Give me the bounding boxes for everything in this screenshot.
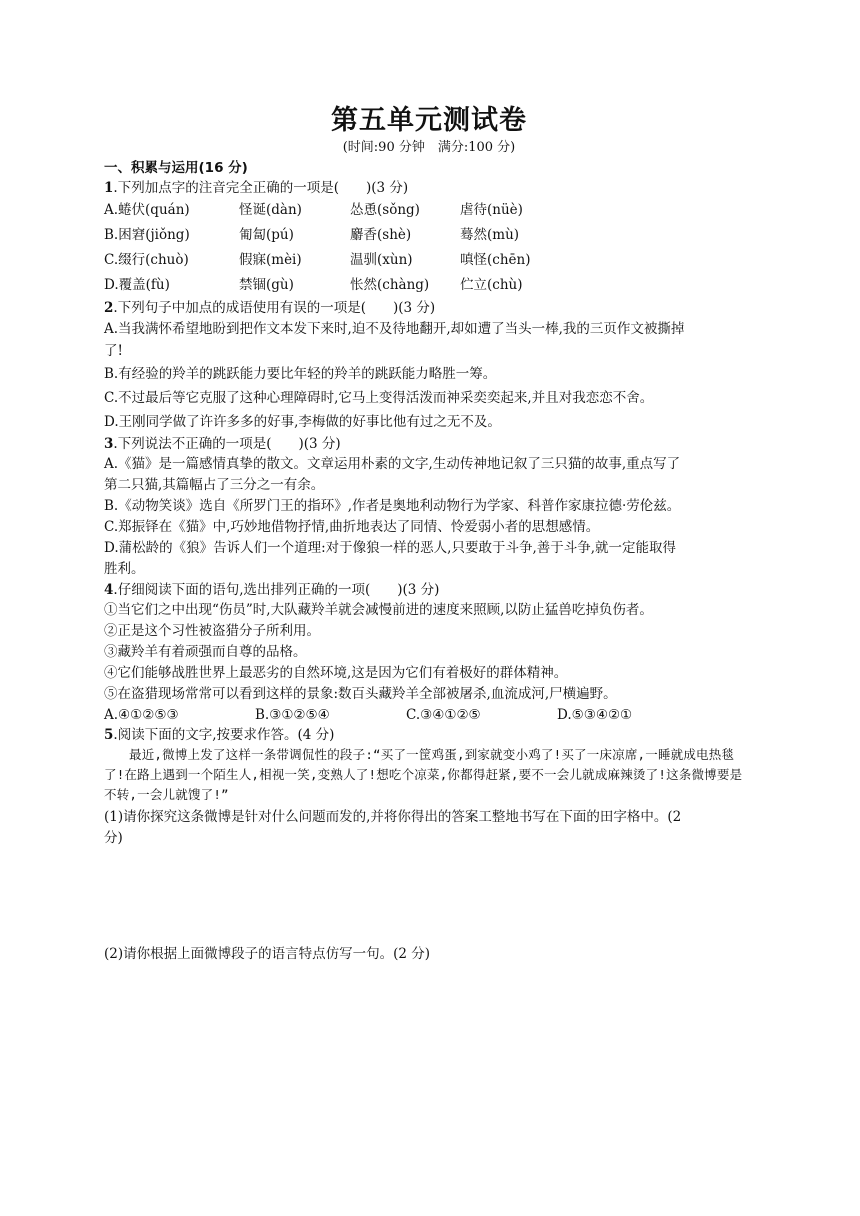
option-item: 虐待(nüè) — [460, 202, 523, 218]
question-text: .下列句子中加点的成语使用有误的一项是( )(3 分) — [113, 300, 436, 316]
option-item: B.困窘(jiǒng) — [104, 227, 190, 243]
question-number: 4 — [104, 582, 114, 598]
option-item: 禁锢(gù) — [239, 277, 294, 293]
option-item: 麝香(shè) — [350, 227, 412, 243]
sentence-4: ④它们能够战胜世界上最恶劣的自然环境,这是因为它们有着极好的群体精神。 — [104, 665, 568, 681]
answer-option-d: D.⑤③④②① — [557, 707, 633, 723]
option-row-a — [104, 198, 754, 223]
weibo-quote: 最近,微博上发了这样一条带调侃性的段子:“买了一筐鸡蛋,到家就变小鸡了!买了一床凉席,一睡就成电热毯了!在路上遇到一个陌生人,相视一笑,变熟人了!想吃个凉菜,你都得赶紧,要不一会儿就成麻辣烫了!这条微博要是不转,一会儿就馊了!” — [104, 747, 743, 802]
question-4-stem — [104, 580, 754, 600]
option-row-c — [104, 248, 754, 273]
option-row-b — [104, 223, 754, 248]
option-item: D.覆盖(fù) — [104, 277, 170, 293]
option-item: 伫立(chù) — [460, 277, 523, 293]
option-item: 怅然(chàng) — [350, 277, 430, 293]
question-text: .阅读下面的文字,按要求作答。(4 分) — [113, 727, 335, 743]
sub-question-1-cont: 分) — [104, 830, 123, 846]
sentence-5: ⑤在盗猎现场常常可以看到这样的景象:数百头藏羚羊全部被屠杀,血流成河,尸横遍野。 — [104, 686, 617, 702]
question-number: 2 — [104, 300, 114, 316]
section-heading: 一、积累与运用(16 分) — [104, 160, 248, 176]
question-text: .仔细阅读下面的语句,选出排列正确的一项( )(3 分) — [113, 582, 440, 598]
option-a-cont: 了! — [104, 343, 123, 359]
option-d: D.蒲松龄的《狼》告诉人们一个道理:对于像狼一样的恶人,只要敢于斗争,善于斗争,就一定能取得 — [104, 540, 677, 556]
option-row-d — [104, 273, 754, 298]
option-c: C.郑振铎在《猫》中,巧妙地借物抒情,曲折地表达了同情、怜爱弱小者的思想感情。 — [104, 519, 600, 535]
option-c: C.不过最后等它克服了这种心理障碍时,它马上变得活泼而神采奕奕起来,并且对我恋恋不舍。 — [104, 390, 654, 406]
sentence-2: ②正是这个习性被盗猎分子所利用。 — [104, 623, 320, 639]
sentence-1: ①当它们之中出现“伤员”时,大队藏羚羊就会减慢前进的速度来照顾,以防止猛兽吃掉负伤者。 — [104, 602, 653, 618]
question-1-stem — [104, 178, 754, 198]
option-item: 蓦然(mù) — [460, 227, 520, 243]
question-5-stem — [104, 725, 754, 745]
question-number: 1 — [104, 180, 114, 196]
answer-option-c: C.③④①②⑤ — [406, 707, 481, 723]
option-item: C.缀行(chuò) — [104, 252, 189, 268]
option-d: D.王刚同学做了许许多多的好事,李梅做的好事比他有过之无不及。 — [104, 414, 501, 430]
option-b: B.《动物笑谈》选自《所罗门王的指环》,作者是奥地利动物行为学家、科普作家康拉德·劳伦兹。 — [104, 498, 681, 514]
sentence-3: ③藏羚羊有着顽强而自尊的品格。 — [104, 644, 307, 660]
question-3-stem — [104, 434, 754, 454]
answer-option-b: B.③①②⑤④ — [255, 707, 330, 723]
option-a-cont: 第二只猫,其篇幅占了三分之一有余。 — [104, 477, 325, 493]
page-title: 第五单元测试卷 — [331, 105, 527, 136]
question-number: 3 — [104, 436, 114, 452]
answer-option-a: A.④①②⑤③ — [104, 707, 179, 723]
exam-page — [104, 104, 754, 965]
option-d-cont: 胜利。 — [104, 561, 145, 577]
question-text: .下列加点字的注音完全正确的一项是( )(3 分) — [113, 180, 409, 196]
sub-question-1: (1)请你探究这条微博是针对什么问题而发的,并将你得出的答案工整地书写在下面的田字格中。(2 — [104, 809, 682, 825]
option-a: A.当我满怀希望地盼到把作文本发下来时,迫不及待地翻开,却如遭了当头一棒,我的三页作文被撕掉 — [104, 321, 685, 337]
question-number: 5 — [104, 727, 114, 743]
option-b: B.有经验的羚羊的跳跃能力要比年轻的羚羊的跳跃能力略胜一筹。 — [104, 366, 497, 382]
option-item: A.蜷伏(quán) — [104, 202, 190, 218]
option-item: 假寐(mèi) — [239, 252, 302, 268]
option-item: 温驯(xùn) — [350, 252, 413, 268]
option-item: 怪诞(dàn) — [239, 202, 302, 218]
answer-space[interactable] — [104, 849, 754, 944]
page-subtitle: (时间:90 分钟 满分:100 分) — [342, 140, 516, 155]
question-text: .下列说法不正确的一项是( )(3 分) — [113, 436, 341, 452]
option-item: 怂恿(sǒng) — [350, 202, 420, 218]
option-item: 嗔怪(chēn) — [460, 252, 531, 268]
question-2-stem — [104, 298, 754, 318]
sub-question-2: (2)请你根据上面微博段子的语言特点仿写一句。(2 分) — [104, 946, 431, 962]
option-a: A.《猫》是一篇感情真挚的散文。文章运用朴素的文字,生动传神地记叙了三只猫的故事,重点写了 — [104, 456, 681, 472]
answer-options — [104, 705, 754, 725]
option-item: 匍匐(pú) — [239, 227, 294, 243]
